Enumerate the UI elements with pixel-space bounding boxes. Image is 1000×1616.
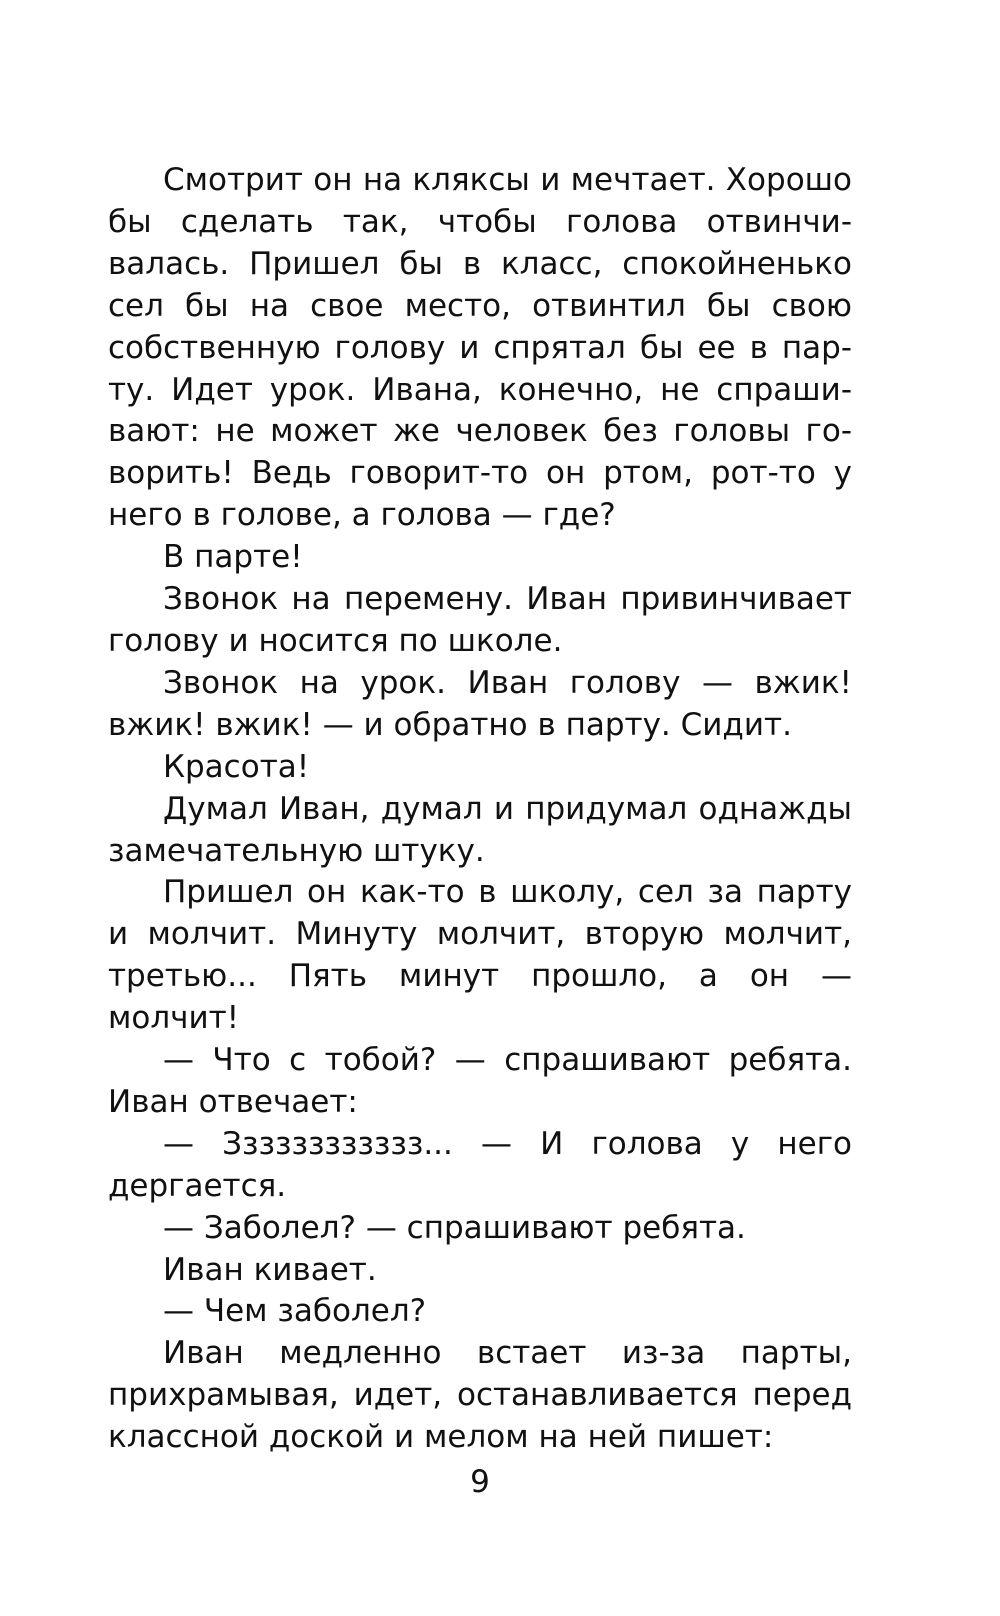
- paragraph: — Что с тобой? — спрашивают ребята. Иван отвечает:: [108, 1042, 852, 1120]
- paragraph: Звонок на перемену. Иван привинчивает голову и носится по школе.: [108, 581, 852, 659]
- paragraph: Иван медленно встает из-за парты, прихрамывая, идет, останавливается перед классной доской и мелом на ней пишет:: [108, 1335, 852, 1456]
- paragraph: Пришел он как-то в школу, сел за парту и молчит. Минуту молчит, вторую молчит, третью... Пять минут прошло, а он — молчит!: [108, 874, 852, 1037]
- paragraph: — Чем заболел?: [163, 1293, 427, 1330]
- paragraph: В парте!: [163, 539, 303, 576]
- paragraph: Звонок на урок. Иван голову — вжик! вжик! вжик! — и обратно в парту. Сидит.: [108, 664, 852, 743]
- paragraph: Иван кивает.: [163, 1251, 377, 1288]
- body-text: [108, 160, 852, 1459]
- paragraph: Смотрит он на кляксы и мечтает. Хорошо бы сделать так, чтобы голова отвинчивалась. Пришел бы в класс, спокойненько сел бы на свое место, отвинтил бы свою собственную голову и спрятал бы ее в парту. Идет урок. Ивана, конечно, не спрашивают: не может же человек без головы говорить! Ведь говорит-то он ртом, рот-то у него в голове, а голова — где?: [108, 162, 852, 534]
- paragraph: Красота!: [163, 748, 310, 785]
- page-number: 9: [470, 1464, 490, 1500]
- paragraph: Думал Иван, думал и придумал однажды замечательную штуку.: [108, 790, 852, 869]
- paragraph: — Заболел? — спрашивают ребята.: [163, 1209, 746, 1246]
- paragraph: — Зззззззззззз... — И голова у него дергается.: [108, 1125, 852, 1204]
